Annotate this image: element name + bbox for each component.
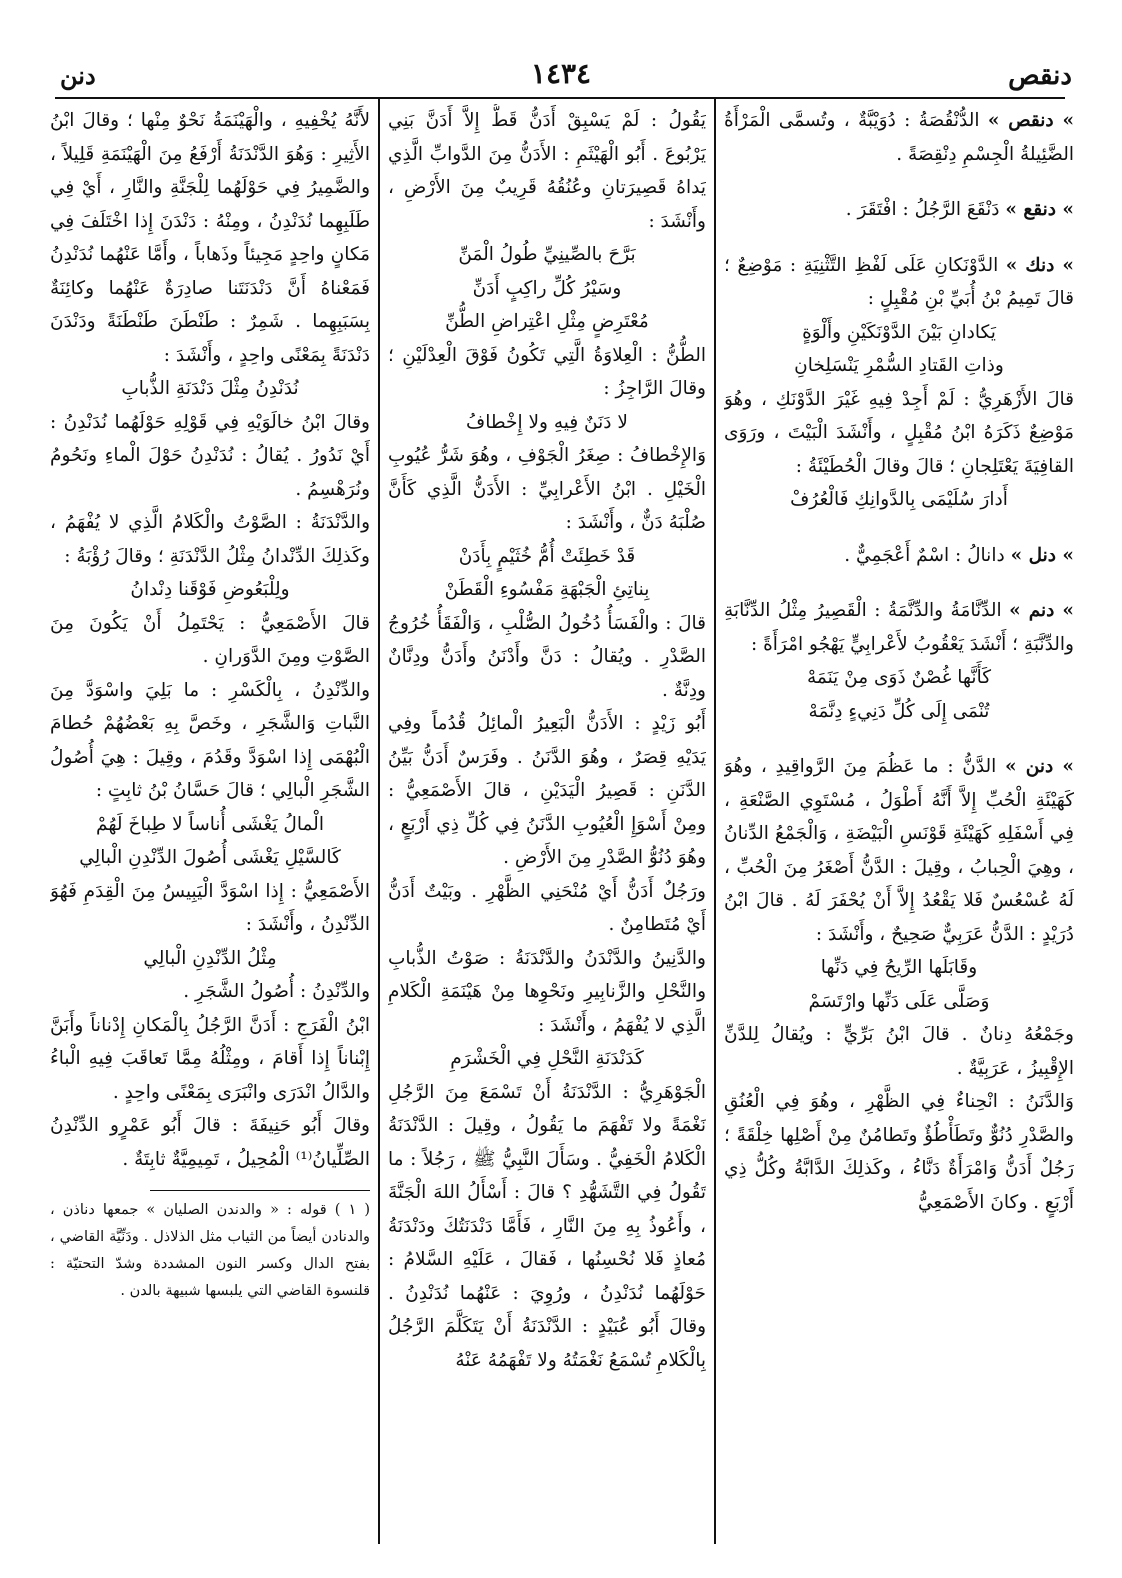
verse-line bbox=[388, 1042, 706, 1076]
column-right bbox=[724, 104, 1074, 1544]
paragraph bbox=[50, 674, 370, 808]
verse-line bbox=[724, 985, 1074, 1019]
header-right-root: دنقص bbox=[1008, 61, 1072, 91]
paragraph bbox=[50, 975, 370, 1009]
entry-text: يَكادانِ بَيْنَ الدَّوْنَكَيْنِ وأَلْوَةٍ bbox=[802, 321, 996, 343]
entry-text: ورَجُلٌ أَدَنُّ أَيْ مُنْحَنِي الظَّهْرِ . وبَيْتٌ أَدَنُّ أَيْ مُتَطامِنٌ . bbox=[388, 880, 706, 935]
entry-text: وقالَ ابْنُ خالَوَيْهِ فِي قَوْلِهِ حَوْلَهُما نُدَنْدِنُ : أَيْ نَدُورُ . يُقالُ : نُدَنْدِنُ حَوْلَ الْماءِ ونَحُومُ ونُرَهْسِمُ . bbox=[50, 411, 370, 500]
paragraph bbox=[724, 104, 1074, 171]
footnote-rule bbox=[150, 1190, 370, 1191]
entry-text: قَدْ خَطِئَتْ أُمُّ خُثَيْمٍ بِأَدَنْ bbox=[458, 545, 636, 567]
verse-line bbox=[388, 540, 706, 574]
entry-text: قالَ الأَصْمَعِيُّ : يَحْتَمِلُ أَنْ يَكُونَ مِنَ الصَّوْتِ ومِنَ الدَّوَرانِ . bbox=[50, 612, 370, 667]
entry-text: وسَيْرُ كُلِّ راكِبٍ أَدَنِّ bbox=[472, 277, 622, 299]
entry-gap bbox=[724, 728, 1074, 750]
entry-text: الدُّنْقُصَةُ : دُوَيْبَّةٌ ، وتُسمَّى الْمَرْأَةُ الضَّئِيلةُ الْجِسْمِ دِنْقِصَةً . bbox=[724, 110, 1074, 165]
paragraph bbox=[388, 104, 706, 238]
paragraph bbox=[50, 1109, 370, 1176]
paragraph bbox=[50, 104, 370, 372]
entry-text: وجَمْعُهُ دِنانٌ . قالَ ابْنُ بَرِّيٍّ : ويُقالُ لِلدَّنِّ الإِقْبِيزُ ، عَرَبِيَّةٌ . bbox=[724, 1024, 1074, 1079]
verse-line bbox=[724, 349, 1074, 383]
paragraph bbox=[50, 506, 370, 573]
entry-text: وَالدَّنَنُ : انْحِناءٌ فِي الظَّهْرِ ، وهُوَ فِي الْعُنُقِ والصَّدْرِ دُنُوٌّ وتَطَأْطُؤٌ وتَطامُنٌ مِنْ أَصْلِها خِلْقَةً ؛ رَجُلٌ أَدَنُّ وَامْرَأَةٌ دَنَّاءُ ، وكَذلِكَ الدَّابَّةُ وكُلُّ ذِي أَرْبَعٍ . وكانَ الأَصْمَعِيُّ bbox=[724, 1091, 1074, 1213]
paragraph bbox=[724, 594, 1074, 661]
entry-headword: » دنقع » bbox=[1005, 199, 1074, 220]
entry-text: دَنْقَعَ الرَّجُلُ : افْتَقَرَ . bbox=[845, 199, 1006, 220]
verse-line bbox=[388, 406, 706, 440]
entry-text: قالَ الأَزْهَرِيُّ : لَمْ أَجِدْ فِيهِ غَيْرَ الدَّوْنَكِ ، وهُوَ مَوْضِعٌ ذَكَرَهُ ابْنُ مُقْبِلٍ ، وأَنْشَدَ الْبَيْتَ ، ورَوَى القافِيَةَ يَعْتَلِجانِ ؛ قالَ وقالَ الْحُطَيْئَةُ : bbox=[724, 388, 1074, 477]
entry-text: الطُّنُّ : الْعِلاوَةُ الَّتِي تَكُونُ فَوْقَ الْعِدْلَيْنِ ؛ وقالَ الرَّاجِزُ : bbox=[388, 344, 706, 399]
paragraph bbox=[388, 1076, 706, 1378]
page-number: ١٤٣٤ bbox=[530, 57, 592, 90]
entry-text: دانالُ : اسْمٌ أَعْجَمِيٌّ . bbox=[844, 544, 1011, 566]
paragraph bbox=[50, 406, 370, 507]
paragraph bbox=[388, 875, 706, 942]
verse-line bbox=[388, 305, 706, 339]
entry-text: ابْنُ الْفَرَجِ : أَدَنَّ الرَّجُلُ بِالْمَكانِ إِدْناناً وأَبَنَّ إِبْناناً إِذا أَقامَ ، ومِثْلُهُ مِمَّا تَعاقَبَ فِيهِ الْباءُ والدَّالُ انْدَرَى وانْبَرَى بِمَعْنًى واحِدٍ . bbox=[50, 1014, 370, 1103]
verse-line bbox=[724, 661, 1074, 695]
verse-line bbox=[50, 573, 370, 607]
header-left-root: دنن bbox=[60, 61, 96, 90]
entry-gap bbox=[724, 171, 1074, 193]
verse-line bbox=[724, 483, 1074, 517]
header-rule bbox=[55, 97, 1065, 99]
entry-headword: » دنقص » bbox=[987, 110, 1074, 131]
entry-text: وذاتِ القَتادِ السُّمْرِ يَنْسَلِخانِ bbox=[794, 355, 1004, 376]
entry-text: كَأَنَّها غُصْنٌ ذَوَى مِنْ يَنَمَهْ bbox=[806, 667, 992, 688]
verse-line bbox=[724, 695, 1074, 729]
entry-text: والدَّنِينُ والدَّنْدَنُ والدَّنْدَنَةُ : صَوْتُ الذُّبابِ والنَّحْلِ والزَّنابِيرِ ونَحْوِها مِنْ هَيْنَمَةِ الْكَلامِ الَّذِي لا يُفْهَمُ ، وأَنْشَدَ : bbox=[388, 947, 706, 1036]
entry-text: وقالَ أَبُو حَنِيفَةَ : قالَ أَبُو عَمْرٍو الدِّنْدِنُ الصِّلِّيانُ⁽¹⁾ الْمُحِيلُ ، تَمِيمِيَّةٌ ثابِتَةٌ . bbox=[50, 1115, 370, 1170]
verse-line bbox=[50, 841, 370, 875]
paragraph bbox=[50, 875, 370, 942]
entry-text: الدَّوْنَكانِ عَلَى لَفْظِ التَّثْنِيَةِ : مَوْضِعٌ ؛ قالَ تَمِيمُ بْنُ أُبَيِّ بْنِ مُقْبِلٍ : bbox=[724, 254, 1074, 309]
entry-text: والدِّنْدِنُ ، بِالْكَسْرِ : ما بَلِيَ واسْوَدَّ مِنَ النَّباتِ وَالشَّجَرِ ، وخَصَّ بِهِ بَعْضُهُمْ حُطامَ الْبُهْمَى إِذا اسْوَدَّ وقَدُمَ ، وقِيلَ : هِيَ أُصُولُ الشَّجَرِ الْبالِي ؛ قالَ حَسَّانُ بْنُ ثابِتٍ : bbox=[50, 679, 370, 801]
entry-text: نُدَنْدِنُ مِثْلَ دَنْدَنَةِ الذُّبابِ bbox=[121, 378, 299, 399]
verse-line bbox=[388, 238, 706, 272]
entry-text: لأَنَّهُ يُخْفِيهِ ، والْهَيْنَمَةُ نَحْوٌ مِنْها ؛ وقالَ ابْنُ الأَثِيرِ : وَهُوَ الدَّنْدَنَةُ أَرْفَعُ مِنَ الْهَيْنَمَةِ قَلِيلاً ، والضَّمِيرُ فِي حَوْلَهُما لِلْجَنَّةِ والنَّارِ ، أَيْ فِي طَلَبِهِما نُدَنْدِنُ ، ومِنْهُ : دَنْدَنَ إِذا اخْتَلَفَ فِي مَكانٍ واحِدٍ مَجِيئاً وذَهاباً ، وأَمَّا عَنْهُما نُدَنْدِنُ فَمَعْناهُ أَنَّ دَنْدَنَتَنا صادِرَةٌ عَنْهُما وكائِنَةٌ بِسَبَبِهِما . شَمِرٌ : طَنْطَنَ طَنْطَنَةً ودَنْدَنَ دَنْدَنَةً بِمَعْنًى واحِدٍ ، وأَنْشَدَ : bbox=[50, 110, 370, 366]
paragraph bbox=[388, 607, 706, 708]
paragraph bbox=[388, 439, 706, 540]
entry-text: وَالإِخْطافُ : صِغَرُ الْجَوْفِ ، وهُوَ شَرُّ عُيُوبِ الْخَيْلِ . ابْنُ الأَعْرابِيِّ : الأَدَنُّ الَّذِي كَأَنَّ صُلْبَهُ دَنٌّ ، وأَنْشَدَ : bbox=[388, 445, 706, 533]
entry-text: مُعْتَرِضٍ مِثْلِ اعْتِراضِ الطُّنِّ bbox=[445, 311, 649, 332]
footnote: ( ١ ) قوله : « والدندن الصليان » جمعها دناذن ، والدنادن أيضاً من الثياب مثل الذلاذل . ودَنِّيَّة القاضي ، بفتح الدال وكسر النون المشددة وشدّ التحتيّة : قلنسوة القاضي التي يلبسها شبيهة بالدن . bbox=[50, 1202, 370, 1299]
entry-text: كَالسَّيْلِ يَغْشَى أُصُولَ الدِّنْدِنِ الْبالِي bbox=[79, 847, 341, 868]
entry-text: ولِلْبَعُوضِ فَوْقَنا دِنْدانُ bbox=[130, 579, 290, 600]
paragraph bbox=[724, 1018, 1074, 1085]
entry-gap bbox=[724, 517, 1074, 539]
entry-text: تُنْمَى إِلَى كُلِّ دَنِيءٍ دِنَّمَهْ bbox=[808, 700, 990, 722]
entry-headword: » دنن » bbox=[1004, 756, 1074, 777]
entry-gap bbox=[724, 572, 1074, 594]
verse-line bbox=[724, 316, 1074, 350]
column-divider-left bbox=[378, 99, 380, 1544]
entry-headword: » دنك » bbox=[1005, 254, 1074, 276]
entry-text: الْجَوْهَرِيُّ : الدَّنْدَنَةُ أَنْ تَسْمَعَ مِنَ الرَّجُلِ نَغْمَةً ولا تَفْهَمَ ما يَقُولُ ، وقِيلَ : الدَّنْدَنَةُ الْكَلامُ الْخَفِيُّ . وسَأَلَ النَّبِيُّ ﷺ ، رَجُلاً : ما تَقُولُ فِي التَّشَهُّدِ ؟ قالَ : أَسْأَلُ اللهَ الْجَنَّةَ ، وأَعُوذُ بِهِ مِنَ النَّارِ ، فَأَمَّا دَنْدَنَتُكَ ودَنْدَنَةُ مُعاذٍ فَلا نُحْسِنُها ، فَقالَ ، عَلَيْهِ السَّلامُ : حَوْلَهُما نُدَنْدِنُ ، ورُوِيَ : عَنْهُما نُدَنْدِنُ . وقالَ أَبُو عُبَيْدٍ : الدَّنْدَنَةُ أَنْ يَتَكَلَّمَ الرَّجُلُ بِالْكَلامِ تُسْمَعُ نَغْمَتُهُ ولا تَفْهَمُهُ عَنْهُ bbox=[388, 1081, 706, 1371]
entry-text: لا دَنَنٌ فِيهِ ولا إِخْطافُ bbox=[466, 411, 628, 433]
entry-gap bbox=[724, 227, 1074, 249]
verse-line bbox=[724, 951, 1074, 985]
paragraph bbox=[724, 1085, 1074, 1219]
column-left-body bbox=[50, 104, 370, 1176]
entry-text: بِناتِئِ الْجَبْهَةِ مَفْسُوءِ الْقَطَنْ bbox=[444, 579, 650, 600]
verse-line bbox=[50, 942, 370, 976]
paragraph bbox=[388, 339, 706, 406]
column-middle bbox=[388, 104, 706, 1544]
paragraph bbox=[724, 750, 1074, 951]
entry-text: الدِّنَّامَةُ والدِّنَّمَةُ : الْقَصِيرُ مِثْلُ الدِّنَّابَةِ والدِّنَّبَةِ ؛ أَنْشَدَ يَعْقُوبُ لأَعْرابِيٍّ يَهْجُو امْرَأَةً : bbox=[724, 600, 1074, 655]
verse-line bbox=[50, 372, 370, 406]
entry-text: وقَابَلَها الرِّيحُ فِي دَنِّها bbox=[820, 957, 978, 978]
column-divider-right bbox=[714, 99, 716, 1544]
page-header bbox=[40, 55, 1082, 95]
entry-text: الأَصْمَعِيُّ : إِذا اسْوَدَّ الْيَبِيسُ مِنَ الْقِدَمِ فَهُوَ الدِّنْدِنُ ، وأَنْشَدَ : bbox=[50, 880, 370, 935]
entry-headword: » دنم » bbox=[1009, 600, 1074, 621]
entry-text: مِثْلُ الدِّنْدِنِ الْبالِي bbox=[143, 947, 277, 969]
paragraph bbox=[724, 193, 1074, 227]
verse-line bbox=[388, 272, 706, 306]
entry-text: يَقُولُ : لَمْ يَسْبِقْ أَدَنُّ قَطُّ إِلاَّ أَدَنَّ بَنِي يَرْبُوعَ . أَبُو الْهَيْثَمِ : الأَدَنُّ مِنَ الدَّوابِّ الَّذِي يَداهُ قَصِيرَتانِ وعُنُقُهُ قَرِيبٌ مِنَ الأَرْضِ ، وأَنْشَدَ : bbox=[388, 110, 706, 232]
entry-text: والدَّنْدَنَةُ : الصَّوْتُ والْكَلامُ الَّذِي لا يُفْهَمُ ، وكَذلِكَ الدِّنْدانُ مِثْلُ الدَّنْدَنَةِ ؛ وقالَ رُؤْبَةُ : bbox=[50, 512, 370, 567]
paragraph bbox=[724, 383, 1074, 484]
entry-text: وَصَلَّى عَلَى دَنِّها وارْتَسَمْ bbox=[808, 990, 990, 1012]
paragraph bbox=[50, 607, 370, 674]
entry-text: قالَ : والْفَسَأُ دُخُولُ الصُّلْبِ ، وَالْفَقَأُ خُرُوجُ الصَّدْرِ . ويُقالُ : دَنَّ وأَدْنَنُ وأَدَنُّ ودِنَّانٌ ودِنَّةٌ . bbox=[388, 612, 706, 701]
entry-text: أَدارَ سُلَيْمَى بِالدَّوانِكِ فَالْعُرُفْ bbox=[790, 489, 1008, 510]
paragraph bbox=[388, 942, 706, 1043]
paragraph bbox=[724, 249, 1074, 316]
verse-line bbox=[50, 808, 370, 842]
entry-headword: » دنل » bbox=[1010, 544, 1074, 566]
column-left bbox=[50, 104, 370, 1544]
entry-text: كَدَنْدَنَةِ النَّحْلِ فِي الْخَشْرَمِ bbox=[450, 1048, 644, 1069]
paragraph bbox=[724, 539, 1074, 573]
paragraph bbox=[50, 1009, 370, 1110]
entry-text: والدِّنْدِنُ : أُصُولُ الشَّجَرِ . bbox=[183, 981, 370, 1002]
paragraph bbox=[388, 707, 706, 875]
entry-text: أَبُو زَيْدٍ : الأَدَنُّ الْبَعِيرُ الْمائِلُ قُدُماً وفِي يَدَيْهِ قِصَرٌ ، وهُوَ الدَّنَنُ . وفَرَسٌ أَدَنُّ بَيِّنُ الدَّنَنِ : قَصِيرُ الْيَدَيْنِ ، قالَ الأَصْمَعِيُّ : ومِنْ أَسْوَإِ الْعُيُوبِ الدَّنَنُ فِي كُلِّ ذِي أَرْبَعٍ ، وهُوَ دُنُوُّ الصَّدْرِ مِنَ الأَرْضِ . bbox=[388, 713, 706, 868]
entry-text: الْمالُ يَغْشَى أُناساً لا طِباخَ لَهُمْ bbox=[96, 813, 324, 835]
entry-text: بَرَّحَ بالصِّينِيِّ طُولُ الْمَنِّ bbox=[458, 244, 636, 265]
entry-text: الدَّنُّ : ما عَظُمَ مِنَ الرَّواقِيدِ ، وهُوَ كَهَيْئَةِ الْحُبِّ إِلاَّ أَنَّهُ أَطْوَلُ ، مُسْتَوِي الصَّنْعَةِ ، فِي أَسْفَلِهِ كَهَيْئَةِ قَوْنَسِ الْبَيْضَةِ ، وَالْجَمْعُ الدِّنانُ ، وهِيَ الْحِبابُ ، وقِيلَ : الدَّنُّ أَصْغَرُ مِنَ الْحُبِّ ، لَهُ عُسْعُسٌ فَلا يَقْعُدُ إِلاَّ أَنْ يُحْفَرَ لَهُ . قالَ ابْنُ دُرَيْدٍ : الدَّنُّ عَرَبِيٌّ صَحِيحٌ ، وأَنْشَدَ : bbox=[724, 756, 1074, 945]
verse-line bbox=[388, 573, 706, 607]
